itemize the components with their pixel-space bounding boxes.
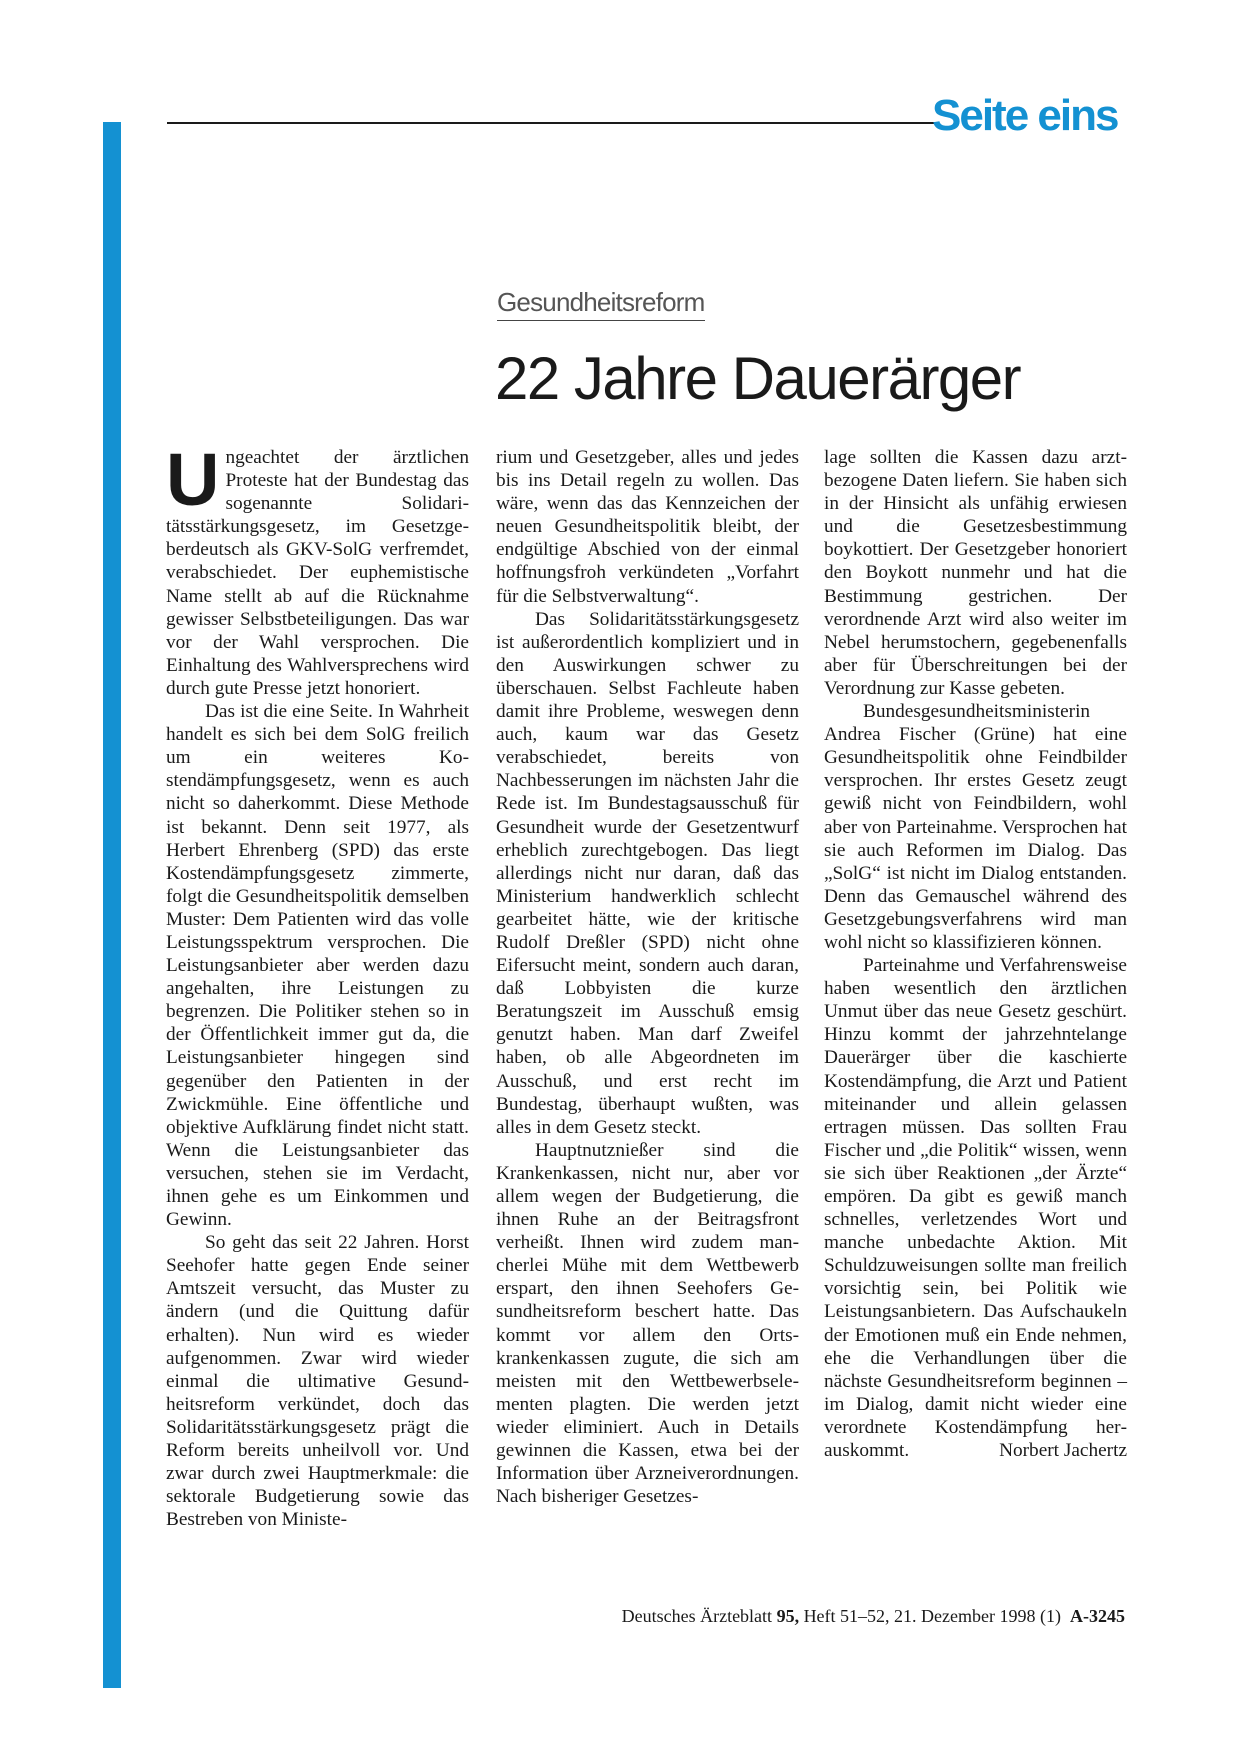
page-number: A-3245 — [1070, 1606, 1125, 1626]
section-title: Seite eins — [932, 91, 1118, 140]
paragraph: rium und Gesetzgeber, alles und jedes bis ins Detail regeln zu wollen. Das wäre, wenn das das Kennzeichen der neuen Gesundheitspolitik bleibt, der endgültige Abschied von der einmal hoffnungsfroh verkündeten „Vorfahrt für die Selbstverwaltung“. — [496, 447, 799, 607]
page-footer — [560, 1606, 1125, 1627]
header-rule — [167, 122, 935, 124]
article-column-3 — [824, 446, 1127, 1462]
journal-issue: Heft 51–52, 21. Dezember 1998 (1) — [803, 1606, 1061, 1626]
article-column-2 — [496, 446, 799, 1508]
paragraph: So geht das seit 22 Jahren. Horst Seehofer hatte gegen Ende seiner Amtszeit versucht, das Muster zu ändern (und die Quittung dafür erhalten). Nun wird es wieder aufgenommen. Zwar wird wieder einmal die ultimative Gesundheitsreform verkündet, doch das Solidaritätsstärkungsgesetz prägt die Reform bereits unheilvoll vor. Und zwar durch zwei Hauptmerkmale: die sektorale Budgetierung sowie das Bestreben von Ministe- — [166, 1232, 469, 1531]
paragraph: Das ist die eine Seite. In Wahrheit handelt es sich bei dem SolG freilich um ein weiteres Kostendämpfungsgesetz, wenn es auch nicht so daherkommt. Diese Methode ist bekannt. Denn seit 1977, als Herbert Ehrenberg (SPD) das erste Kostendämpfungsgesetz zimmerte, folgt die Gesundheitspolitik demselben Muster: Dem Patienten wird das volle Leistungsspektrum versprochen. Die Leistungsanbieter aber werden dazu angehalten, ihre Leistungen zu begrenzen. Die Politiker stehen so in der Öffentlichkeit immer gut da, die Leistungsanbieter hingegen sind gegenüber den Patienten in der Zwickmühle. Eine öffentliche und objektive Aufklärung findet nicht statt. Wenn die Leistungsanbieter das versuchen, stehen sie im Verdacht, ihnen gehe es um Einkommen und Gewinn. — [166, 701, 469, 1231]
paragraph: Ungeachtet der ärztlichen Proteste hat der Bundestag das sogenannte Solidaritätsstärkungsgesetz, im Gesetzgeberdeutsch als GKV-SolG verfremdet, verabschiedet. Der euphemistische Name stellt ab auf die Rücknahme gewisser Selbstbeteiligungen. Das war vor der Wahl versprochen. Die Einhaltung des Wahlversprechens wird durch gute Presse jetzt honoriert. — [166, 438, 469, 699]
article-column-1 — [166, 438, 469, 1531]
paragraph: lage sollten die Kassen dazu arztbezogene Daten liefern. Sie haben sich in der Hinsicht als unfähig erwiesen und die Gesetzesbestimmung boykottiert. Der Gesetzgeber honoriert den Boykott nunmehr und hat die Bestimmung gestrichen. Der verordnende Arzt wird also weiter im Nebel herumstochern, gegebenenfalls aber für Überschreitungen bei der Verordnung zur Kasse gebeten. — [824, 447, 1127, 699]
drop-cap: U — [166, 438, 220, 521]
journal-volume: 95, — [776, 1606, 800, 1626]
article-headline: 22 Jahre Dauerärger — [495, 345, 1021, 412]
paragraph: Hauptnutznießer sind die Krankenkassen, nicht nur, aber vor allem wegen der Budgetierung, die ihnen Ruhe an der Beitragsfront verheißt. Ihnen wird zudem mancherlei Mühe mit dem Wettbewerb erspart, den ihnen Seehofers Gesundheitsreform beschert hatte. Das kommt vor allem den Ortskrankenkassen zugute, die sich am meisten mit den Wettbewerbselementen plagten. Die werden jetzt wieder eliminiert. Auch in Details gewinnen die Kassen, etwa bei der Information über Arzneiverordnungen. Nach bisheriger Gesetzes- — [496, 1139, 799, 1508]
article-kicker: Gesundheitsreform — [497, 288, 705, 321]
paragraph: Bundesgesundheitsministerin Andrea Fischer (Grüne) hat eine Gesundheitspolitik ohne Feindbilder versprochen. Ihr erstes Gesetz zeugt gewiß nicht von Feindbildern, wohl aber von Parteinahme. Versprochen hat sie auch Reformen im Dialog. Das „SolG“ ist nicht im Dialog entstanden. Denn das Gemauschel während des Gesetzgebungsverfahrens wird man wohl nicht so klassifizieren können. — [824, 701, 1127, 953]
author-name: Norbert Jachertz — [999, 1440, 1127, 1462]
sidebar-accent-bar — [103, 122, 121, 1688]
paragraph: Parteinahme und Verfahrensweise haben wesentlich den ärztlichen Unmut über das neue Gesetz geschürt. Hinzu kommt der jahrzehntelange Dauerärger über die kaschierte Kostendämpfung, die Arzt und Patient miteinander und allein gelassen ertragen müssen. Das sollten Frau Fischer und „die Politik“ wissen, wenn sie sich über Reaktionen „der Ärzte“ empören. Da gibt es gewiß manch schnelles, verletzendes Wort und manche unbedachte Aktion. Mit Schuldzuweisungen sollte man freilich vorsichtig sein, bei Politik wie Leistungsanbietern. Das Aufschaukeln der Emotionen muß ein Ende nehmen, ehe die Verhandlungen über die nächste Gesundheitsreform beginnen – im Dialog, damit nicht wieder eine verordnete Kostendämpfung herauskommt. Norbert Jachertz — [824, 955, 1127, 1462]
journal-name: Deutsches Ärzteblatt — [621, 1606, 773, 1626]
paragraph: Das Solidaritätsstärkungsgesetz ist außerordentlich kompliziert und in den Auswirkungen schwer zu überschauen. Selbst Fachleute haben damit ihre Probleme, weswegen denn auch, kaum war das Gesetz verabschiedet, bereits von Nachbesserungen im nächsten Jahr die Rede ist. Im Bundestagsausschuß für Gesundheit wurde der Gesetzentwurf erheblich zurechtgebogen. Das liegt allerdings nicht nur daran, daß das Ministerium handwerklich schlecht gearbeitet hätte, wie der kritische Rudolf Dreßler (SPD) nicht ohne Eifersucht meint, sondern auch daran, daß Lobbyisten die kurze Beratungszeit im Ausschuß emsig genutzt haben. Man darf Zweifel haben, ob alle Abgeordneten im Ausschuß, und erst recht im Bundestag, überhaupt wußten, was alles in dem Gesetz steckt. — [496, 608, 799, 1138]
